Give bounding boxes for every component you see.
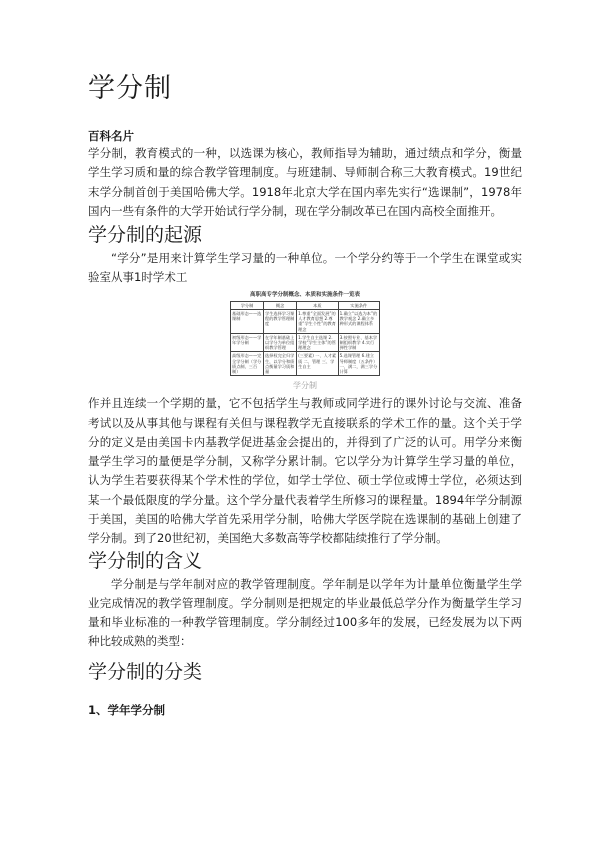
figure-table-header-row — [231, 301, 380, 309]
figure-caption: 学分制 — [293, 381, 317, 391]
figure-cell: 在学年制基础上以学分为单位组织教学管理 — [264, 333, 297, 352]
figure-cell: (三要素) 一、人才素质 二、管理 三、学生自主 — [297, 352, 338, 376]
figure-cell: 高级形态——完全学分制（学分绩点制、三百制） — [231, 352, 264, 376]
meaning-heading: 学分制的含义 — [88, 549, 203, 572]
figure-cell: 3.按照专业、基本学制组织教学 4.实行弹性学制 — [338, 333, 379, 352]
figure-table-row — [231, 333, 380, 352]
figure-header-cell: 本质 — [297, 301, 338, 309]
meaning-paragraph: 学分制是与学年制对应的教学管理制度。学年制是以学年为计量单位衡量学生学业完成情况的教学管理制度。学分制则是把规定的毕业最低总学分作为衡量学生学习量和毕业标准的一种教学管理制度。学分制经过100多年的发展，已经发展为以下两种比较成熟的类型： — [88, 576, 522, 649]
figure-table-row — [231, 352, 380, 376]
document-content — [88, 72, 522, 718]
intro-paragraph: 学分制，教育模式的一种，以选课为核心，教师指导为辅助，通过绩点和学分，衡量学生学习质和量的综合教学管理制度。与班建制、导师制合称三大教育模式。19世纪末学分制首创于美国哈佛大学。1918年北京大学在国内率先实行“选课制”，1978年国内一些有条件的大学开始试行学分制，现在学分制改革已在国内高校全面推开。 — [88, 146, 522, 218]
page-title: 学分制 — [88, 73, 172, 104]
figure — [88, 291, 522, 392]
figure-cell: 1.学生自主选课 2.学校“学生主体”的管理理念 — [297, 333, 338, 352]
figure-cell: 5.选课管理 6.建立导师制度（五条件）一、满二，满三学分计算 — [338, 352, 379, 376]
figure-table-row — [231, 309, 380, 333]
figure-header-cell: 概念 — [264, 301, 297, 309]
figure-header-cell: 实施条件 — [338, 301, 379, 309]
origin-paragraph-1: “学分”是用来计算学生学习量的一种单位。一个学分约等于一个学生在课堂或实验室从事1时学术工 — [88, 251, 522, 285]
figure-title: 高职高专学分制概念、本质和实施条件一览表 — [249, 291, 360, 298]
figure-header-cell: 学分制 — [231, 301, 264, 309]
figure-cell: 学生选择学习课程的教学管理制度 — [264, 309, 297, 333]
figure-cell: 1.确立“以选为本”的教学观念 2.确立多种形式的课程体系 — [338, 309, 379, 333]
types-item-1: 1、学年学分制 — [88, 702, 166, 717]
origin-paragraph-2: 作并且连续一个学期的量，它不包括学生与教师或同学进行的课外讨论与交流、准备考试以及从事其他与课程有关但与课程教学无直接联系的学术工作的量。这个关于学分的定义是由美国卡内基教学促进基金会提出的，并得到了广泛的认可。用学分来衡量学生学习的量便是学分制，又称学分累计制。它以学分为计算学生学习量的单位，认为学生若要获得某个学术性的学位，如学士学位、硕士学位或博士学位，必须达到某一个最低限度的学分量。这个学分量代表着学生所修习的课程量。1894年学分制源于美国，美国的哈佛大学首先采用学分制，哈佛大学医学院在选课制的基础上创建了学分制。到了20世纪初，美国绝大多数高等学校都陆续推行了学分制。 — [88, 396, 522, 546]
origin-heading: 学分制的起源 — [88, 224, 203, 247]
figure-table — [230, 301, 380, 376]
types-heading: 学分制的分类 — [88, 660, 203, 683]
figure-cell: 基础形态——选课制 — [231, 309, 264, 333]
figure-cell: 初级形态——学年学分制 — [231, 333, 264, 352]
figure-cell: 1.尊重“全面发展”的人才教育思想 2.尊重“学生个性”的教育理念 — [297, 309, 338, 333]
intro-label: 百科名片 — [88, 129, 134, 143]
figure-cell: 选择权完全归学生，以学分和绩点衡量学习质和量 — [264, 352, 297, 376]
